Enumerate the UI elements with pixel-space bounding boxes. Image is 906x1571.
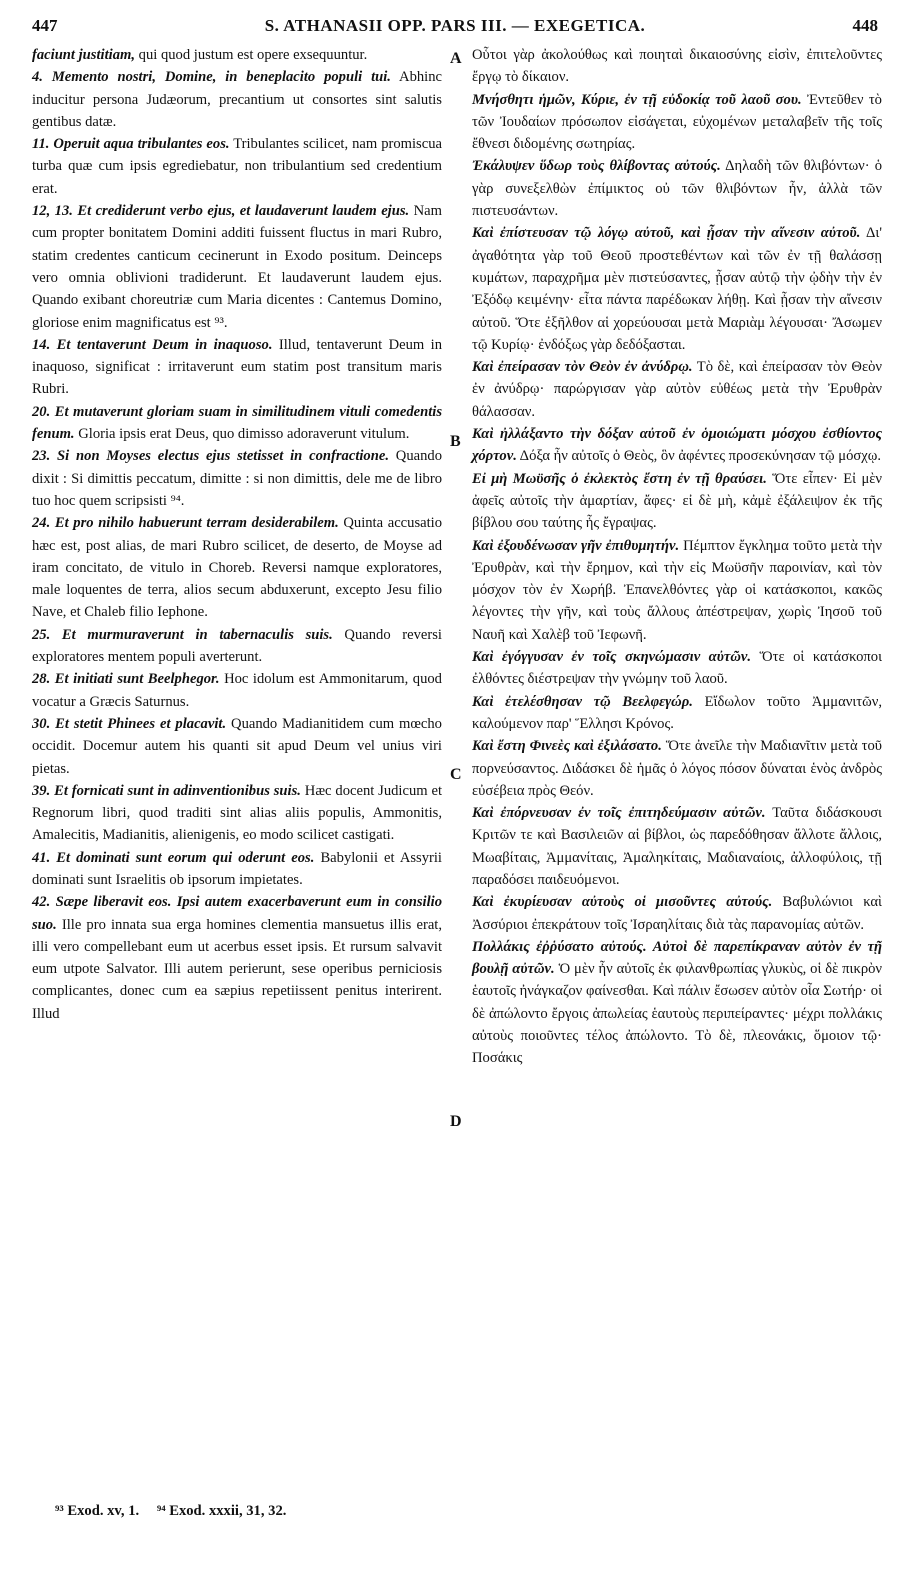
greek-paragraph: Εἰ μὴ Μωϋσῆς ὁ ἐκλεκτὸς ἔστη ἐν τῇ θραύσει. Ὅτε εἶπεν· Εἰ μὲν ἀφεῖς αὐτοῖς τὴν ἁμαρτίαν, ἄφες· εἰ δὲ μὴ, κἀμὲ ἐξάλειψον ἐκ τῆς βίβλου σου ταύτης ἧς ἔγραψας. — [472, 470, 883, 532]
latin-paragraph: 14. Et tentaverunt Deum in inaquoso. Illud, tentaverunt Deum in inaquoso, significat : irritaverunt eum statim post transitum maris Rubri. — [32, 336, 443, 398]
greek-paragraph: Ἐκάλυψεν ὕδωρ τοὺς θλίβοντας αὐτούς. Δηλαδὴ τῶν θλιβόντων· ὁ γὰρ συνεξελθὼν ἐπίμικτος οὐ τῶν θλιβόντων ἦν, ἀλλὰ τῶν πιστευσάντων. — [472, 158, 883, 220]
latin-paragraph: 25. Et murmuraverunt in tabernaculis suis. Quando reversi exploratores mentem populi averterunt. — [32, 626, 442, 666]
running-title: S. ATHANASII OPP. PARS III. — EXEGETICA. — [264, 16, 646, 35]
page-number-right: 448 — [852, 16, 878, 35]
greek-paragraph: Καὶ ἐπίστευσαν τῷ λόγῳ αὐτοῦ, καὶ ᾖσαν τὴν αἴνεσιν αὐτοῦ. Δι' ἀγαθότητα γὰρ τοῦ Θεοῦ προστεθέντων καὶ τῶν ἐν τῇ θαλάσσῃ κυμάτων, παραχρῆμα μὲν πιστεύσαντες, ᾖσαν αὐτῷ τὴν ᾠδὴν τὴν ἐν Ἐξόδῳ κειμένην· εἶτα πάντα παρέδωκαν λήθῃ. Καὶ ᾖσαν τὴν αἴνεσιν αὐτοῦ. Ὅτε ἐξῆλθον αἱ χορεύουσαι μετὰ Μαριὰμ λέγουσαι· Ἄσωμεν τῷ Κυρίῳ· ἐνδόξως γὰρ δεδόξασται. — [472, 225, 882, 353]
margin-letter-b: B — [450, 433, 461, 450]
margin-letter-c: C — [450, 766, 462, 783]
greek-paragraph: Καὶ ἠλλάξαντο τὴν δόξαν αὐτοῦ ἐν ὁμοιώματι μόσχου ἐσθίοντος χόρτον. Δόξα ἦν αὐτοῖς ὁ Θεὸς, ὃν ἀφέντες προσεκύνησαν τῷ μόσχῳ. — [472, 426, 882, 465]
latin-paragraph: 28. Et initiati sunt Beelphegor. Hoc idolum est Ammonitarum, quod vocatur a Græcis Saturnus. — [32, 671, 442, 710]
margin-letter-d: D — [450, 1113, 462, 1130]
latin-paragraph: 30. Et stetit Phinees et placavit. Quando Madianitidem cum mœcho occidit. Docemur autem his quanti sit apud Deum vel unius viri pietas. — [32, 715, 442, 777]
greek-paragraph: Καὶ ἔστη Φινεὲς καὶ ἐξιλάσατο. Ὅτε ἀνεῖλε τὴν Μαδιανῖτιν μετὰ τοῦ πορνεύσαντος. Διδάσκει δὲ ἡμᾶς ὁ λόγος πόσον δύναται ἑνὸς ἀνδρὸς εὐσέβεια πρὸς Θεόν. — [472, 738, 882, 799]
latin-paragraph: 42. Sæpe liberavit eos. Ipsi autem exacerbaverunt eum in consilio suo. Ille pro innata sua erga homines clementia mansuetus illis erat, illi vero compellebant eum ut acerbus esset ipsis. Et rursum salvavit eum utpote Salvator. Illi autem perierunt, sese operibus perniciosis complicantes, donec cum ea sæpius repetiissent penitus interirent. Illud — [32, 894, 442, 1022]
latin-paragraph: 20. Et mutaverunt gloriam suam in similitudinem vituli comedentis fenum. Gloria ipsis erat Deus, quo dimisso adoraverunt vitulum. — [32, 403, 442, 443]
latin-column — [32, 44, 442, 1025]
footnotes — [55, 1503, 300, 1520]
latin-paragraph: 24. Et pro nihilo habuerunt terram desiderabilem. Quinta accusatio hæc est, post alias, de mari Rubro scilicet, de deserto, de Moyse ad iram concitato, de vitulo in Choreb. Reversi namque exploratores, male loquentes de terra, alios secum abduxerunt, excepto Jesu filio Nave, et Chaleb filio Iephone. — [32, 515, 443, 621]
footnote: ⁹³ Exod. xv, 1. — [55, 1503, 140, 1519]
page-number-left: 447 — [32, 16, 58, 35]
latin-paragraph: 41. Et dominati sunt eorum qui oderunt eos. Babylonii et Assyrii dominati sunt Israelitis ob ipsorum impietates. — [32, 849, 442, 888]
greek-paragraph: Οὗτοι γὰρ ἀκολούθως καὶ ποιηταὶ δικαιοσύνης εἰσὶν, ἐπιτελοῦντες ἔργῳ τὸ δίκαιον. — [472, 47, 882, 86]
greek-paragraph: Καὶ ἐπείρασαν τὸν Θεὸν ἐν ἀνύδρῳ. Τὸ δὲ, καὶ ἐπείρασαν τὸν Θεὸν ἐν ἀνύδρῳ· παρώργισαν γὰρ αὐτὸν εὐθέως μετὰ τὴν Ἐρυθρὰν θάλασσαν. — [472, 359, 882, 420]
latin-paragraph: 39. Et fornicati sunt in adinventionibus suis. Hæc docent Judicum et Regnorum libri, quod traditi sint alias aliis populis, Ammonitis, Amalecitis, Madianitis, alienigenis, eo modo scilicet castigati. — [32, 782, 443, 844]
greek-paragraph: Μνήσθητι ἡμῶν, Κύριε, ἐν τῇ εὐδοκίᾳ τοῦ λαοῦ σου. Ἐντεῦθεν τὸ τῶν Ἰουδαίων πρόσωπον εἰσάγεται, εὐχομένων μεταλαβεῖν τῆς τοῖς ἔθνεσι διδομένης σωτηρίας. — [472, 91, 882, 153]
latin-paragraph: 4. Memento nostri, Domine, in beneplacito populi tui. Abhinc inducitur persona Judæorum, precantium ut consortes sint salutis gentibus datæ. — [32, 69, 442, 130]
latin-paragraph: 12, 13. Et crediderunt verbo ejus, et laudaverunt laudem ejus. Nam cum propter bonitatem Domini additi fuissent fluctus in mari Rubro, statim credentes canticum cecinerunt in Exodo positum. Deinceps vero omnia oblivioni tradiderunt. Et laudaverunt laudem ejus. Quando exibant choreutriæ cum Maria dicentes : Cantemus Domino, gloriose enim magnificatus est ⁹³. — [32, 203, 442, 331]
latin-paragraph: 11. Operuit aqua tribulantes eos. Tribulantes scilicet, nam promiscua turba quæ cum ipsis egrediebatur, non tribulantium sed credentium erat. — [32, 136, 442, 197]
greek-paragraph: Καὶ ἐγόγγυσαν ἐν τοῖς σκηνώμασιν αὐτῶν. Ὅτε οἱ κατάσκοποι ἐλθόντες διέστρεψαν τὴν γνώμην τοῦ λαοῦ. — [472, 649, 882, 688]
greek-paragraph: Καὶ ἐξουδένωσαν γῆν ἐπιθυμητήν. Πέμπτον ἔγκλημα τοῦτο μετὰ τὴν Ἐρυθρὰν, καὶ τὴν ἔρημον, καὶ τὴν εἰς Μωϋσῆν παροινίαν, καὶ τὸν μόσχον τὸν ἐν Χωρήβ. Ἐπανελθόντες γὰρ οἱ κατάσκοποι, κακῶς λέγοντες τὴν γῆν, καὶ τοὺς ἄλλους ἀπέστρεψαν, χωρὶς Ἰησοῦ τοῦ Ναυῆ καὶ Χαλὲβ τοῦ Ἰεφωνῆ. — [472, 537, 882, 643]
greek-paragraph: Πολλάκις ἐῤῥύσατο αὐτούς. Αὐτοὶ δὲ παρεπίκραναν αὐτὸν ἐν τῇ βουλῇ αὐτῶν. Ὁ μὲν ἦν αὐτοῖς ἐκ φιλανθρωπίας γλυκὺς, οἱ δὲ πικρὸν ἑαυτοῖς ἠνάγκαζον φαίνεσθαι. Καὶ πάλιν ἔσωσεν αὐτὸν οἷα Σωτήρ· οἱ δὲ ἀπώλοντο ἔργοις ἀπωλείας ἑαυτοὺς περιπείραντες· μέχρι πολλάκις αὐτοὺς ποιοῦντες τέλος ἀπώλοντο. Τὸ δὲ, πλεονάκις, ὅμοιον τῷ· Ποσάκις — [472, 938, 882, 1067]
margin-letter-a: A — [450, 50, 462, 67]
latin-paragraph: 23. Si non Moyses electus ejus stetisset in confractione. Quando dixit : Si dimittis peccatum, dimitte : si non dimittis, dele me de libro tuo hoc quem scripsisti ⁹⁴. — [32, 448, 442, 509]
greek-paragraph: Καὶ ἐκυρίευσαν αὐτοὺς οἱ μισοῦντες αὐτούς. Βαβυλώνιοι καὶ Ἀσσύριοι ἐπεκράτουν τοῖς Ἰσραηλίταις διὰ τὰς παρανομίας αὐτῶν. — [472, 894, 882, 933]
footnote: ⁹⁴ Exod. xxxii, 31, 32. — [156, 1503, 287, 1519]
greek-column — [472, 44, 882, 1070]
greek-paragraph: Καὶ ἐτελέσθησαν τῷ Βεελφεγώρ. Εἴδωλον τοῦτο Ἀμμανιτῶν, καλούμενον παρ' Ἕλλησι Κρόνος. — [472, 693, 882, 732]
running-header — [32, 16, 878, 38]
greek-paragraph: Καὶ ἐπόρνευσαν ἐν τοῖς ἐπιτηδεύμασιν αὐτῶν. Ταῦτα διδάσκουσι Κριτῶν τε καὶ Βασιλειῶν αἱ βίβλοι, ὡς παρεδόθησαν ἄλλοτε ἄλλοις, Μωαβίταις, Ἀμμανίταις, Ἀμαληκίταις, Μαδιαναίοις, ἀλλοφύλοις, τῇ παραδόσει παιδευόμενοι. — [472, 805, 882, 888]
latin-paragraph: faciunt justitiam, qui quod justum est opere exsequuntur. — [32, 47, 368, 63]
